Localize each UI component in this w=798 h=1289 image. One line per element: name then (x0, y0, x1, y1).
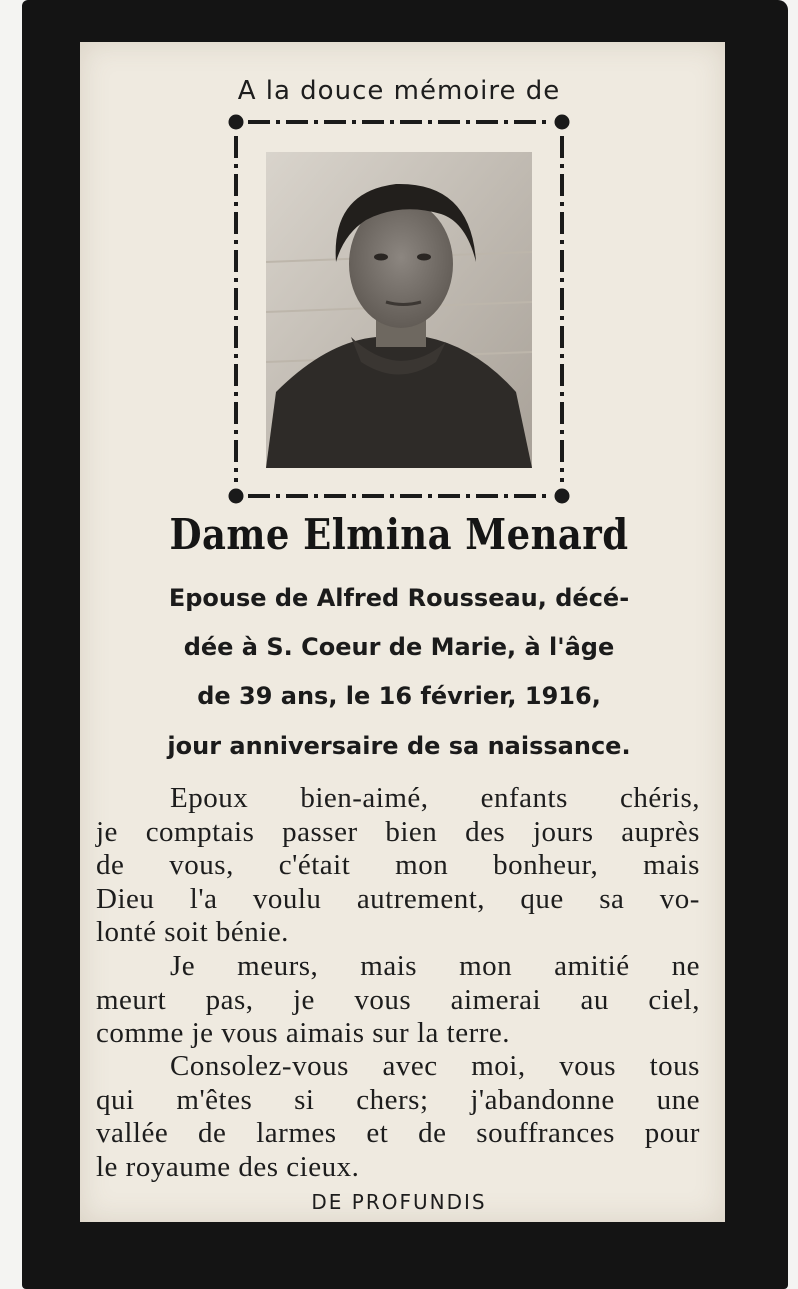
details-line-1: Epouse de Alfred Rousseau, décé- (168, 584, 630, 612)
paragraph-line: Je meurs, mais mon amitié ne (170, 950, 700, 982)
paragraph-line: le royaume des cieux. (96, 1150, 360, 1183)
paragraph-line: lonté soit bénie. (96, 916, 289, 948)
paragraph-2 (96, 950, 700, 1051)
paragraph-line: je comptais passer bien des jours auprès (96, 815, 700, 848)
paragraph-line: Dieu l'a voulu autrement, que sa vo- (96, 882, 700, 915)
details-line-4: jour anniversaire de sa naissance. (167, 732, 631, 760)
paragraph-line: comme je vous aimais sur la terre. (96, 1017, 511, 1049)
paragraph-line: Epoux bien-aimé, enfants chéris, (170, 782, 700, 814)
paragraph-line: vallée de larmes et de souffrances pour (96, 1117, 700, 1149)
details-line-3: de 39 ans, le 16 février, 1916, (197, 682, 601, 710)
deceased-name: Dame Elmina Menard (169, 510, 629, 559)
de-profundis-footer: DE PROFUNDIS (311, 1190, 487, 1214)
portrait-photo (266, 152, 532, 468)
paragraph-line: qui m'êtes si chers; j'abandonne une (96, 1083, 700, 1116)
memorial-heading: A la douce mémoire de (237, 76, 561, 106)
paragraph-line: de vous, c'était mon bonheur, mais (96, 849, 700, 881)
portrait-frame (226, 112, 572, 508)
paragraph-3 (96, 1050, 700, 1184)
paragraph-line: meurt pas, je vous aimerai au ciel, (96, 983, 700, 1016)
paragraph-line: Consolez-vous avec moi, vous tous (170, 1050, 700, 1082)
paragraph-1 (96, 782, 700, 950)
details-line-2: dée à S. Coeur de Marie, à l'âge (183, 633, 615, 661)
